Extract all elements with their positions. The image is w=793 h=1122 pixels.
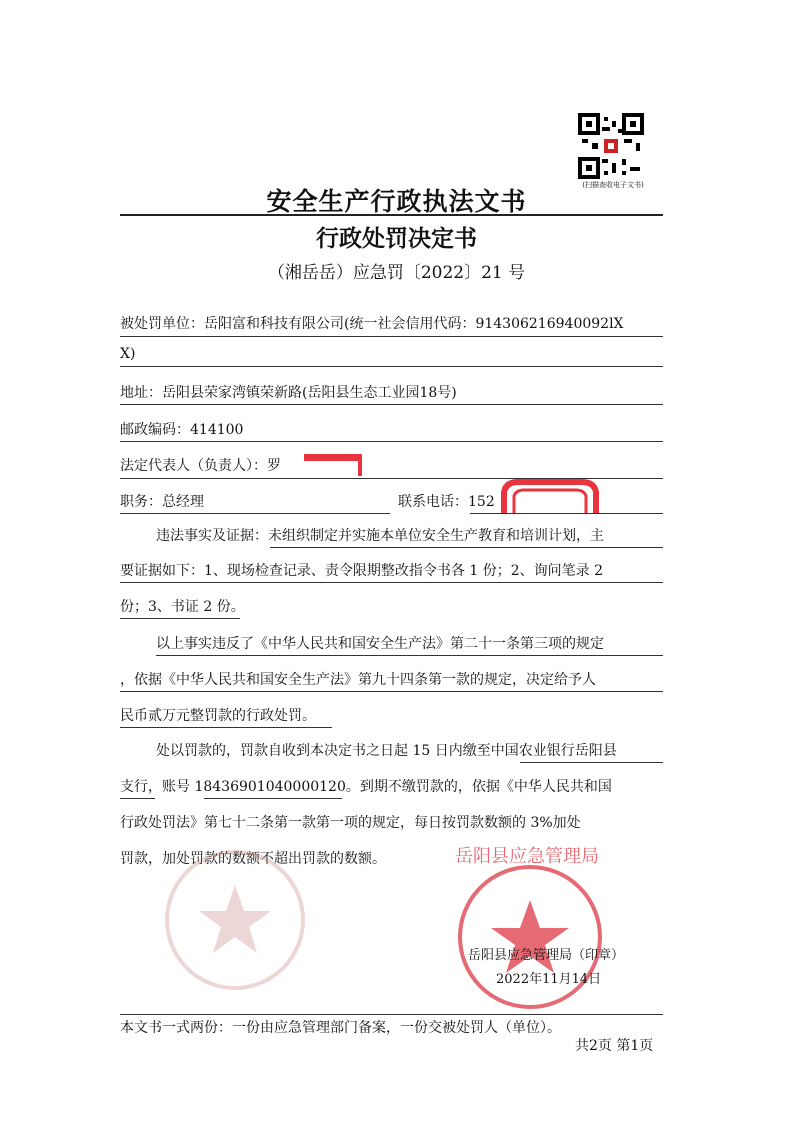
redaction-mark (500, 478, 600, 516)
violation-line: ，依据《中华人民共和国安全生产法》第九十四条第一款的规定，决定给予人 (120, 672, 596, 688)
footer-note: 本文书一式两份：一份由应急管理部门备案，一份交被处罚人（单位）。 (120, 1020, 561, 1036)
violation-line: 民币贰万元整罚款的行政处罚。 (120, 708, 316, 724)
payment-line: 处以罚款的，罚款自收到本决定书之日起 15 日内缴至中国农业银行岳阳县 (156, 743, 617, 759)
underline (520, 762, 663, 763)
underline (204, 798, 342, 799)
qr-caption: (扫描查收电子文书) (582, 181, 644, 189)
legal-rep-row (120, 456, 281, 476)
document-main-title: 安全生产行政执法文书 (266, 187, 527, 216)
underline (120, 336, 663, 337)
underline (470, 513, 663, 514)
address-row (120, 383, 457, 403)
facts-line: 要证据如下：1、现场检查记录、责令限期整改指令书各 1 份；2、询问笔录 2 (120, 563, 603, 579)
page-info: 共2页 第1页 (575, 1038, 654, 1054)
position-label: 职务： (120, 494, 162, 510)
postal-code-row (120, 420, 243, 440)
underline (120, 582, 663, 583)
facts-line: 份；3、书证 2 份。 (120, 599, 245, 615)
payment-line: 行政处罚法》第七十二条第一款第一项的规定，每日按罚款数额的 3%加处 (120, 815, 581, 831)
address-label: 地址： (120, 385, 162, 401)
qr-code (578, 113, 644, 179)
phone-row (398, 492, 495, 512)
penalized-unit-value-cont: X) (120, 346, 136, 362)
penalized-unit-label: 被处罚单位： (120, 316, 204, 332)
seal-text: 岳阳县应急管理局 (455, 846, 599, 867)
penalized-unit-value: 岳阳富和科技有限公司(统一社会信用代码：914306216940092lX (204, 316, 624, 332)
phone-label: 联系电话： (398, 494, 468, 510)
official-seal-faint (160, 845, 310, 995)
footer-divider (120, 1014, 663, 1015)
underline (120, 513, 390, 514)
issue-date: 2022年11月14日 (496, 972, 602, 987)
position-row (120, 492, 204, 512)
legal-rep-label: 法定代表人（负责人）： (120, 458, 267, 474)
phone-value: 152 (468, 494, 495, 510)
official-seal (455, 846, 605, 1012)
position-value: 总经理 (162, 494, 204, 510)
document-sub-title: 行政处罚决定书 (316, 225, 477, 252)
underline (270, 547, 663, 548)
postal-code-value: 414100 (190, 422, 244, 438)
redaction-mark (304, 454, 362, 476)
penalized-unit-row (120, 314, 624, 334)
facts-line: 违法事实及证据：未组织制定并实施本单位安全生产教育和培训计划，主 (156, 528, 604, 544)
payment-line: 支行，账号 18436901040000120。到期不缴罚款的，依据《中华人民共和国 (120, 779, 612, 795)
title-divider (120, 214, 663, 216)
underline (120, 727, 332, 728)
violation-line: 以上事实违反了《中华人民共和国安全生产法》第二十一条第三项的规定 (156, 636, 604, 652)
issuing-authority: 岳阳县应急管理局（印章） (468, 948, 625, 963)
underline (120, 366, 663, 367)
underline (156, 655, 663, 656)
legal-rep-value: 罗 (267, 458, 281, 474)
document-number: （湘岳岳）应急罚〔2022〕21 号 (267, 263, 526, 283)
payment-line: 罚款，加处罚款的数额不超出罚款的数额。 (120, 851, 386, 867)
underline (120, 691, 663, 692)
underline (120, 441, 663, 442)
underline (120, 404, 663, 405)
underline (120, 618, 240, 619)
address-value: 岳阳县荣家湾镇荣新路(岳阳县生态工业园18号) (162, 385, 457, 401)
underline (120, 798, 155, 799)
postal-code-label: 邮政编码： (120, 422, 190, 438)
